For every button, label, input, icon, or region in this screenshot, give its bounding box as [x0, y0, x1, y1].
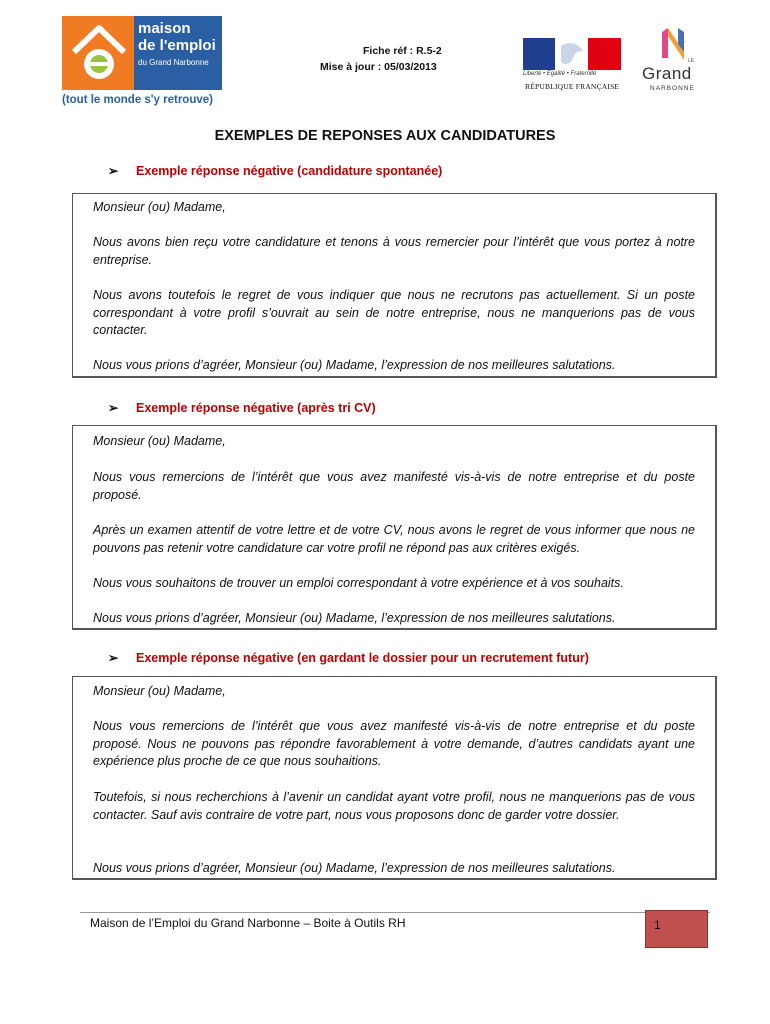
letter-box-2 — [72, 425, 717, 630]
republique-name: RÉPUBLIQUE FRANÇAISE — [525, 82, 620, 91]
letter-paragraph: Nous vous prions d’agréer, Monsieur (ou) Madame, l’expression de nos meilleures salutations. — [93, 611, 616, 625]
letter-box-3 — [72, 676, 717, 880]
letter-paragraph: Nous vous prions d’agréer, Monsieur (ou) Madame, l’expression de nos meilleures salutations. — [93, 358, 616, 372]
logo-line3: du Grand Narbonne — [138, 58, 209, 67]
letter-paragraph: Nous vous remercions de l’intérêt que vous avez manifesté vis-à-vis de notre entreprise et du poste proposé. — [93, 470, 695, 502]
section-heading-1: ➢ Exemple réponse négative (candidature spontanée) — [108, 164, 443, 178]
fiche-ref: Fiche réf : R.5-2 — [363, 45, 442, 57]
marianne-flag-icon — [523, 38, 621, 70]
page-title: EXEMPLES DE REPONSES AUX CANDIDATURES — [214, 128, 556, 144]
letter-paragraph: Nous vous remercions de l’intérêt que vous avez manifesté vis-à-vis de notre entreprise et du poste proposé. Nous ne pouvons pas répondre favorablement à votre demande, d’autres candidats ayant une expérience plus proche de ce que nous souhaitions. — [93, 719, 695, 768]
house-icon — [70, 22, 128, 84]
letter-paragraph: Toutefois, si nous recherchions à l’avenir un candidat ayant votre profil, nous ne manquerions pas de vous contacter. Sauf avis contraire de votre part, nous vous proposons donc de garder votre dossier. — [93, 790, 695, 822]
section-heading-3: ➢ Exemple réponse négative (en gardant le dossier pour un recrutement futur) — [108, 651, 589, 665]
logo-tagline: (tout le monde s'y retrouve) — [62, 94, 213, 106]
footer-text: Maison de l’Emploi du Grand Narbonne – Boite à Outils RH — [90, 916, 406, 930]
logo-block — [62, 16, 222, 90]
gn-grand: Grand — [642, 64, 692, 83]
letter-paragraph: Nous avons toutefois le regret de vous indiquer que nous ne recrutons pas actuellement. Si un poste correspondant à votre profil s’ouvrait au sein de notre entreprise, nous ne manquerions pas de vous contacter. — [93, 288, 695, 337]
maison-emploi-logo — [62, 16, 224, 112]
arrow-bullet-icon: ➢ — [108, 651, 119, 665]
mise-a-jour: Mise à jour : 05/03/2013 — [320, 61, 437, 73]
gn-narbonne: NARBONNE — [650, 85, 695, 92]
letter-paragraph: Monsieur (ou) Madame, — [93, 200, 226, 214]
letter-paragraph: Nous avons bien reçu votre candidature et tenons à vous remercier pour l’intérêt que vous portez à notre entreprise. — [93, 235, 695, 267]
page-number-box — [645, 910, 708, 948]
footer-divider — [80, 912, 710, 913]
letter-paragraph: Monsieur (ou) Madame, — [93, 684, 226, 698]
arrow-bullet-icon: ➢ — [108, 164, 119, 178]
letter-box-1 — [72, 193, 717, 378]
grand-narbonne-n-icon — [660, 28, 686, 60]
letter-paragraph: Nous vous prions d’agréer, Monsieur (ou) Madame, l’expression de nos meilleures salutations. — [93, 861, 616, 875]
republique-motto: Liberté • Égalité • Fraternité — [523, 71, 597, 77]
logo-line1: maison — [138, 20, 191, 37]
letter-paragraph: Nous vous souhaitons de trouver un emploi correspondant à votre expérience et à vos souhaits. — [93, 576, 624, 590]
logo-line2: de l'emploi — [138, 37, 216, 54]
gn-le: LE — [688, 58, 695, 64]
letter-paragraph: Après un examen attentif de votre lettre et de votre CV, nous avons le regret de vous informer que nous ne pouvons pas retenir votre candidature car votre profil ne répond pas aux critères exigés. — [93, 523, 695, 555]
letter-paragraph: Monsieur (ou) Madame, — [93, 434, 226, 448]
grand-narbonne-logo — [640, 28, 712, 98]
section-heading-2: ➢ Exemple réponse négative (après tri CV) — [108, 401, 376, 415]
page-number: 1 — [654, 918, 661, 932]
republique-francaise-logo — [523, 38, 621, 94]
arrow-bullet-icon: ➢ — [108, 401, 119, 415]
